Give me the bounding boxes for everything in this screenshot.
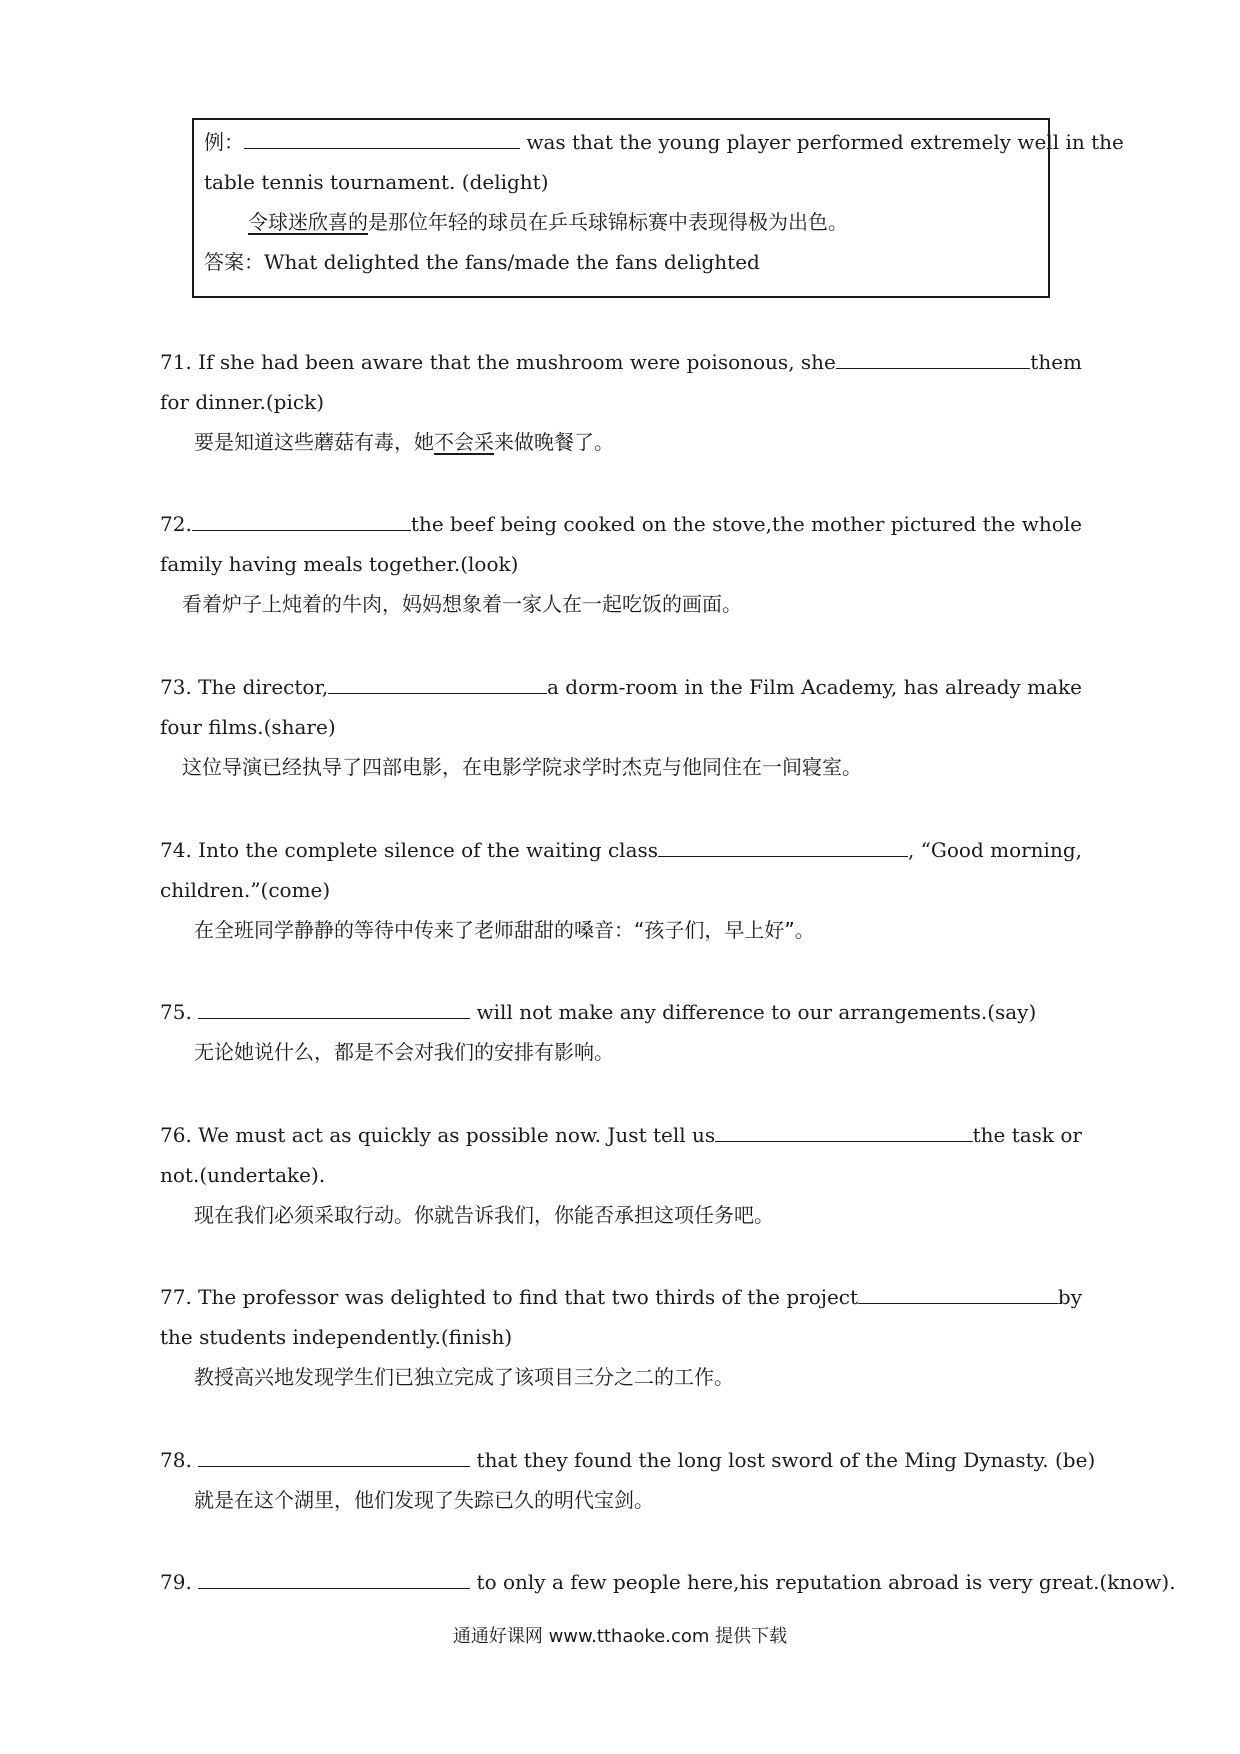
question-72-chinese: 看着炉子上炖着的牛肉，妈妈想象着一家人在一起吃饭的画面。	[182, 592, 742, 616]
question-number: 76.	[160, 1123, 192, 1147]
question-number: 77.	[160, 1285, 192, 1309]
question-text-after: them	[1030, 350, 1082, 374]
question-77-line2: the students independently.(finish)	[160, 1325, 513, 1349]
question-number: 73.	[160, 675, 192, 699]
example-sentence-line2: table tennis tournament. (delight)	[204, 170, 549, 194]
example-sentence-rest: was that the young player performed extremely well in the	[526, 130, 1124, 154]
question-73-line2: four films.(share)	[160, 715, 336, 739]
question-72-line2: family having meals together.(look)	[160, 552, 519, 576]
question-text: The professor was delighted to find that two thirds of the project	[198, 1285, 859, 1309]
chinese-text-end: 来做晚餐了。	[494, 430, 614, 454]
answer-blank[interactable]	[198, 1448, 470, 1467]
question-number: 71.	[160, 350, 192, 374]
chinese-underlined: 不会采	[434, 430, 494, 454]
example-answer-text: What delighted the fans/made the fans delighted	[264, 250, 760, 274]
question-79	[160, 1570, 1176, 1594]
answer-blank[interactable]	[658, 838, 908, 857]
chinese-text: 要是知道这些蘑菇有毒，她	[194, 430, 434, 454]
example-sentence-line1	[204, 130, 1124, 154]
question-76	[160, 1123, 1082, 1147]
answer-blank[interactable]	[198, 1570, 470, 1589]
example-blank[interactable]	[244, 130, 520, 149]
example-answer	[204, 250, 760, 274]
question-76-line2: not.(undertake).	[160, 1163, 326, 1187]
answer-blank[interactable]	[858, 1285, 1058, 1304]
question-text-after: a dorm-room in the Film Academy, has already make	[546, 675, 1082, 699]
question-78-chinese: 就是在这个湖里，他们发现了失踪已久的明代宝剑。	[194, 1488, 654, 1512]
question-74	[160, 838, 1082, 862]
question-text-after: by	[1057, 1285, 1082, 1309]
question-number: 72.	[160, 512, 192, 536]
question-text-after: that they found the long lost sword of the Ming Dynasty. (be)	[476, 1448, 1096, 1472]
question-text: We must act as quickly as possible now. Just tell us	[198, 1123, 716, 1147]
question-78	[160, 1448, 1095, 1472]
question-73	[160, 675, 1082, 699]
question-text-after: to only a few people here,his reputation abroad is very great.(know).	[476, 1570, 1176, 1594]
question-number: 79.	[160, 1570, 192, 1594]
question-text: If she had been aware that the mushroom were poisonous, she	[198, 350, 836, 374]
question-text-after: the beef being cooked on the stove,the mother pictured the whole	[410, 512, 1082, 536]
answer-blank[interactable]	[192, 512, 411, 531]
question-74-line2: children.”(come)	[160, 878, 331, 902]
question-text: Into the complete silence of the waiting class	[198, 838, 659, 862]
example-label: 例：	[204, 130, 244, 154]
question-71	[160, 350, 1082, 374]
question-text: The director,	[198, 675, 329, 699]
example-chinese-underlined: 令球迷欣喜的	[248, 210, 368, 234]
question-72	[160, 512, 1082, 536]
question-77	[160, 1285, 1082, 1309]
question-text-after: , “Good morning,	[907, 838, 1082, 862]
question-text-after: the task or	[972, 1123, 1082, 1147]
question-75	[160, 1000, 1036, 1024]
question-74-chinese: 在全班同学静静的等待中传来了老师甜甜的嗓音：“孩子们，早上好”。	[194, 918, 815, 942]
answer-blank[interactable]	[198, 1000, 470, 1019]
question-77-chinese: 教授高兴地发现学生们已独立完成了该项目三分之二的工作。	[194, 1365, 734, 1389]
question-number: 75.	[160, 1000, 192, 1024]
answer-blank[interactable]	[836, 350, 1030, 369]
example-answer-label: 答案：	[204, 250, 264, 274]
question-number: 74.	[160, 838, 192, 862]
example-chinese-rest: 是那位年轻的球员在乒乓球锦标赛中表现得极为出色。	[368, 210, 848, 234]
question-number: 78.	[160, 1448, 192, 1472]
example-chinese	[248, 210, 848, 234]
question-73-chinese: 这位导演已经执导了四部电影，在电影学院求学时杰克与他同住在一间寝室。	[182, 755, 862, 779]
question-75-chinese: 无论她说什么，都是不会对我们的安排有影响。	[194, 1040, 614, 1064]
page-footer: 通通好课网 www.tthaoke.com 提供下载	[452, 1626, 788, 1647]
question-text-after: will not make any difference to our arrangements.(say)	[476, 1000, 1037, 1024]
answer-blank[interactable]	[328, 675, 547, 694]
question-71-chinese	[194, 430, 614, 454]
question-71-line2: for dinner.(pick)	[160, 390, 325, 414]
answer-blank[interactable]	[715, 1123, 972, 1142]
question-76-chinese: 现在我们必须采取行动。你就告诉我们，你能否承担这项任务吧。	[194, 1203, 774, 1227]
